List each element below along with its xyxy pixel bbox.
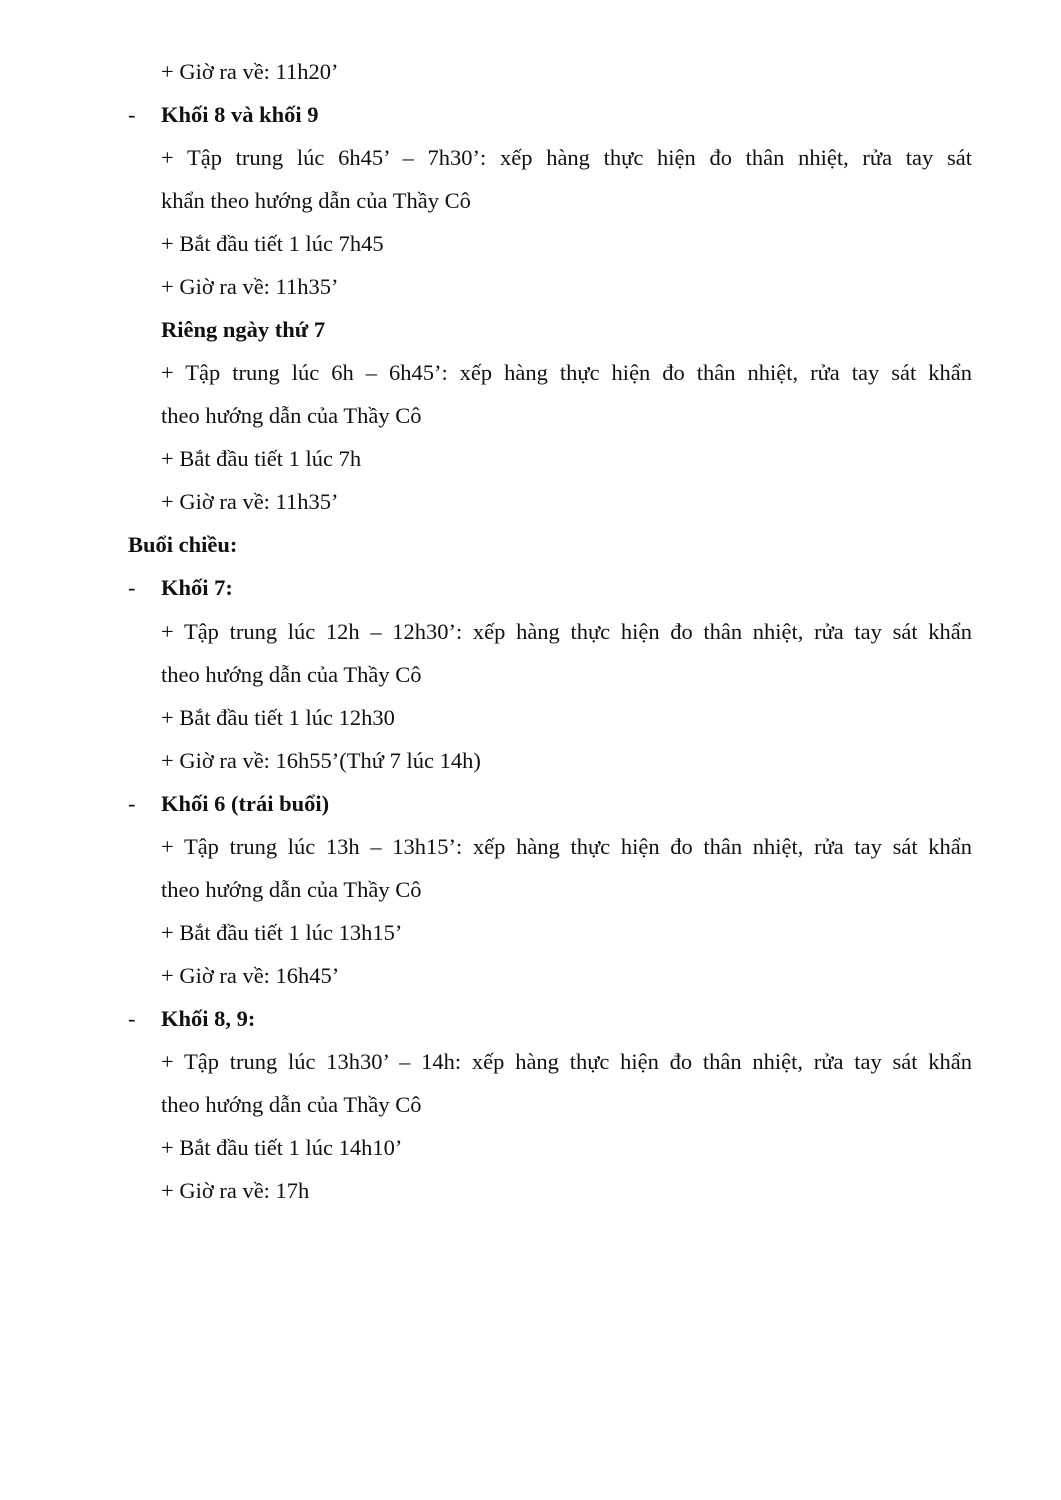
list-dash: - [128,1006,136,1031]
line-text: + Giờ ra về: 17h [161,1178,310,1203]
grade-heading [0,997,1061,1040]
schedule-line [0,480,1061,523]
line-text: + Giờ ra về: 11h20’ [161,59,339,84]
schedule-line [0,1169,1061,1212]
schedule-line [0,265,1061,308]
schedule-line [0,954,1061,997]
schedule-line [0,394,1061,437]
line-text: + Tập trung lúc 6h – 6h45’: xếp hàng thực hiện đo thân nhiệt, rửa tay sát khẩn [161,360,972,385]
subheading [0,308,1061,351]
list-dash: - [128,102,136,127]
heading-text: Khối 8 và khối 9 [161,102,319,127]
line-text: theo hướng dẫn của Thầy Cô [161,1092,422,1117]
schedule-line [0,1040,1061,1083]
schedule-line [0,1083,1061,1126]
schedule-line [0,1126,1061,1169]
heading-text: Khối 7: [161,575,233,600]
section-text: Buổi chiều: [128,532,238,557]
schedule-line [0,351,1061,394]
line-text: + Tập trung lúc 13h30’ – 14h: xếp hàng thực hiện đo thân nhiệt, rửa tay sát khẩn [161,1049,972,1074]
line-text: + Bắt đầu tiết 1 lúc 12h30 [161,705,395,730]
line-text: + Tập trung lúc 13h – 13h15’: xếp hàng thực hiện đo thân nhiệt, rửa tay sát khẩn [161,834,972,859]
line-text: + Giờ ra về: 16h45’ [161,963,340,988]
grade-heading [0,782,1061,825]
schedule-line [0,911,1061,954]
schedule-line [0,610,1061,653]
grade-heading [0,566,1061,609]
line-text: theo hướng dẫn của Thầy Cô [161,662,422,687]
line-text: + Bắt đầu tiết 1 lúc 14h10’ [161,1135,403,1160]
schedule-line [0,136,1061,179]
schedule-line [0,179,1061,222]
line-text: theo hướng dẫn của Thầy Cô [161,403,422,428]
line-text: + Bắt đầu tiết 1 lúc 7h [161,446,362,471]
heading-text: Khối 6 (trái buổi) [161,791,330,816]
grade-heading [0,93,1061,136]
list-dash: - [128,575,136,600]
line-text: + Bắt đầu tiết 1 lúc 7h45 [161,231,384,256]
line-text: + Tập trung lúc 6h45’ – 7h30’: xếp hàng thực hiện đo thân nhiệt, rửa tay sát [161,145,972,170]
subheading-text: Riêng ngày thứ 7 [161,317,326,342]
schedule-line [0,50,1061,93]
line-text: + Giờ ra về: 16h55’(Thứ 7 lúc 14h) [161,748,481,773]
heading-text: Khối 8, 9: [161,1006,256,1031]
schedule-line [0,222,1061,265]
schedule-line [0,868,1061,911]
schedule-line [0,739,1061,782]
line-text: + Tập trung lúc 12h – 12h30’: xếp hàng thực hiện đo thân nhiệt, rửa tay sát khẩn [161,619,972,644]
schedule-line [0,437,1061,480]
schedule-line [0,825,1061,868]
list-dash: - [128,791,136,816]
line-text: + Bắt đầu tiết 1 lúc 13h15’ [161,920,403,945]
line-text: khẩn theo hướng dẫn của Thầy Cô [161,188,471,213]
section-heading [0,523,1061,566]
line-text: + Giờ ra về: 11h35’ [161,274,339,299]
schedule-line [0,653,1061,696]
schedule-line [0,696,1061,739]
line-text: + Giờ ra về: 11h35’ [161,489,339,514]
line-text: theo hướng dẫn của Thầy Cô [161,877,422,902]
